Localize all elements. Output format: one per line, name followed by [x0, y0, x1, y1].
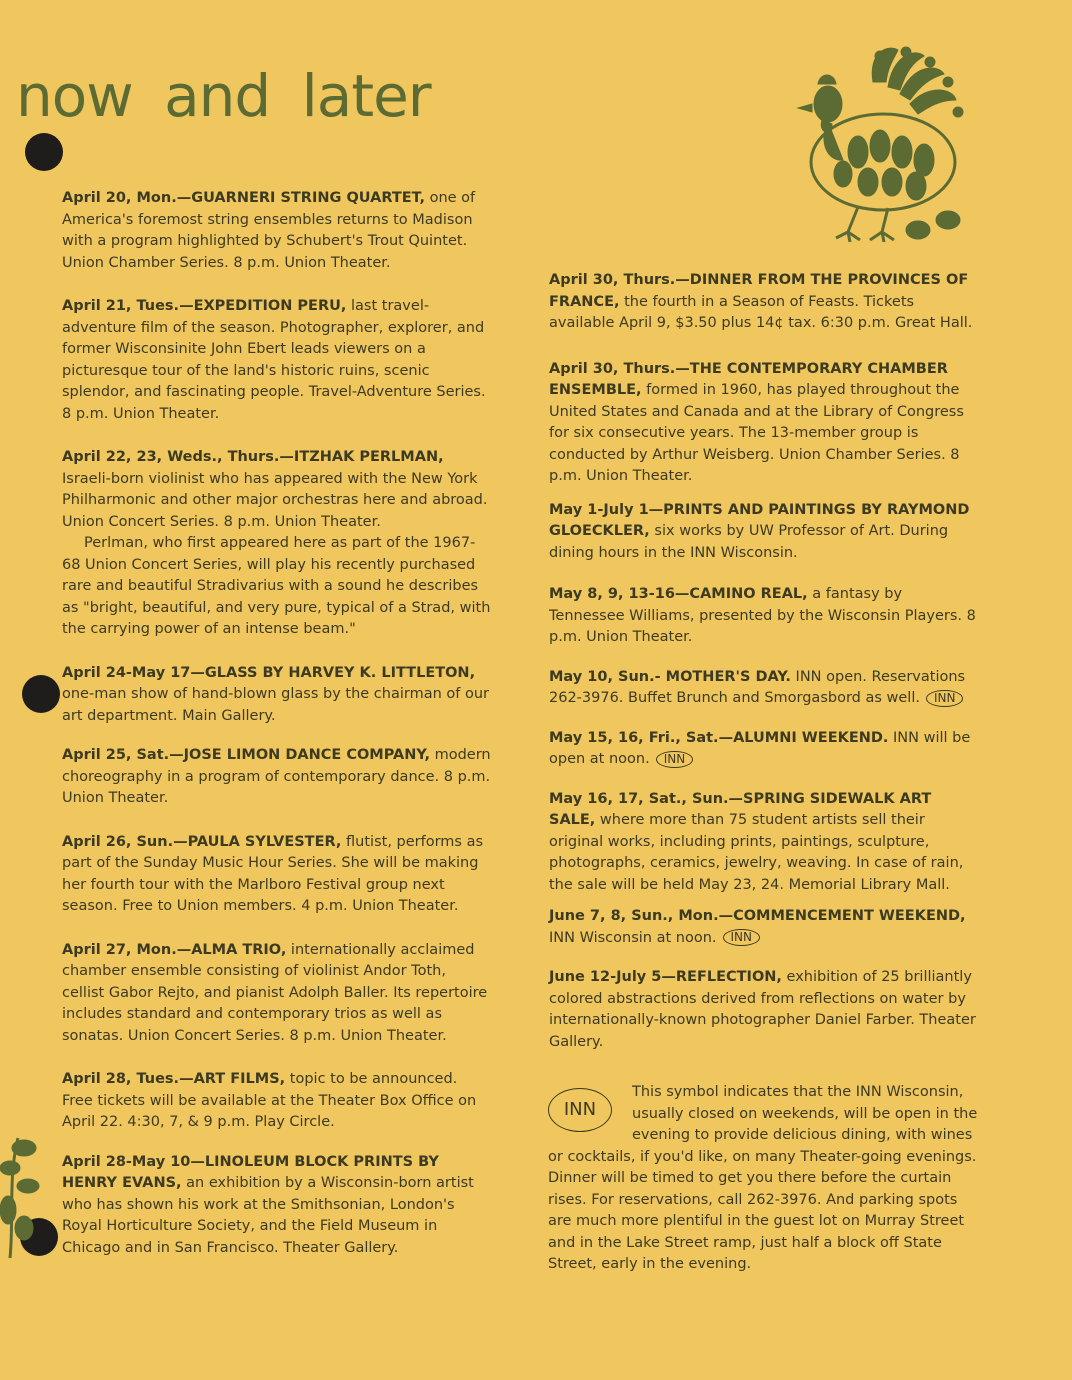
event-heading: June 12-July 5—REFLECTION,: [549, 969, 782, 985]
event-heading: April 22, 23, Weds., Thurs.—ITZHAK PERLMAN,: [62, 449, 444, 465]
event-description: one-man show of hand-blown glass by the chairman of our art department. Main Gallery.: [62, 686, 489, 724]
event-description: a fantasy by Tennessee Williams, presented by the Wisconsin Players. 8 p.m. Union Theater.: [549, 586, 976, 645]
inn-legend: [548, 1082, 984, 1276]
event-heading: April 27, Mon.—ALMA TRIO,: [62, 941, 287, 958]
binder-hole: [25, 133, 63, 171]
event-listing: [549, 789, 979, 897]
event-description: an exhibition by a Wisconsin-born artist who has shown his work at the Smithsonian, London's Royal Horticulture Society, and the Field Museum in Chicago and in San Francisco. Theater Gallery.: [62, 1175, 474, 1256]
legend-text: This symbol indicates that the INN Wisconsin, usually closed on weekends, will be open in the evening to provide delicious dining, with wines or cocktails, if you'd like, on many Theater-going evenings. Dinner will be timed to get you there before the curtain rises. For reservations, call 262-3976. And parking spots are much more plentiful in the guest lot on Murray Street and in the Lake Street ramp, just half a block off State Street, early in the evening.: [548, 1084, 978, 1272]
event-listing: [549, 584, 979, 649]
event-heading: May 1-July 1—PRINTS AND PAINTINGS BY RAYMOND GLOECKLER,: [549, 501, 970, 539]
event-listing: [62, 832, 492, 918]
event-listing: [62, 1069, 492, 1134]
event-listing: [62, 188, 492, 274]
left-column: [62, 188, 492, 1259]
inn-symbol-icon: INN: [548, 1088, 612, 1132]
event-description: the fourth in a Season of Feasts. Tickets available April 9, $3.50 plus 14¢ tax. 6:30 p.m. Great Hall.: [549, 293, 973, 331]
right-column: [549, 270, 979, 1053]
event-description: Israeli-born violinist who has appeared with the New York Philharmonic and other major orchestras here and abroad. Union Concert Series. 8 p.m. Union Theater.: [62, 470, 488, 530]
event-description: last travel-adventure film of the season. Photographer, explorer, and former Wisconsinite John Ebert leads viewers on a picturesque tour of the land's historic ruins, scenic splendor, and fascinating people. Travel-Adventure Series. 8 p.m. Union Theater.: [62, 298, 486, 422]
page-title: now and later: [16, 62, 431, 130]
event-listing: [62, 1152, 492, 1260]
event-listing: [549, 359, 979, 488]
event-heading: April 26, Sun.—PAULA SYLVESTER,: [62, 833, 342, 850]
event-heading: April 28, Tues.—ART FILMS,: [62, 1071, 286, 1087]
event-listing: [62, 745, 492, 810]
plant-illustration: [0, 1128, 46, 1258]
event-heading: June 7, 8, Sun., Mon.—COMMENCEMENT WEEKEND,: [549, 908, 966, 924]
event-heading: May 16, 17, Sat., Sun.—SPRING SIDEWALK ART SALE,: [549, 790, 932, 828]
event-heading: May 15, 16, Fri., Sat.—ALUMNI WEEKEND.: [549, 729, 889, 746]
event-description: one of America's foremost string ensembles returns to Madison with a program highlighted by Schubert's Trout Quintet. Union Chamber Series. 8 p.m. Union Theater.: [62, 190, 476, 271]
event-description: INN open. Reservations 262-3976. Buffet Brunch and Smorgasbord as well.: [549, 668, 966, 706]
event-description: modern choreography in a program of contemporary dance. 8 p.m. Union Theater.: [62, 747, 491, 806]
event-listing: [549, 906, 979, 949]
event-heading: April 28-May 10—LINOLEUM BLOCK PRINTS BY HENRY EVANS,: [62, 1153, 439, 1191]
event-listing: [549, 500, 979, 565]
event-description: internationally acclaimed chamber ensemble consisting of violinist Andor Toth, cellist Gabor Rejto, and pianist Adolph Baller. Its repertoire includes standard and contemporary trios as well as sonatas. Union Concert Series. 8 p.m. Union Theater.: [62, 941, 488, 1044]
rooster-illustration: [788, 42, 978, 242]
event-heading: April 24-May 17—GLASS BY HARVEY K. LITTLETON,: [62, 664, 476, 681]
inn-symbol-icon: INN: [926, 690, 964, 707]
event-heading: April 30, Thurs.—DINNER FROM THE PROVINCES OF FRANCE,: [549, 272, 969, 310]
event-description: formed in 1960, has played throughout the United States and Canada and at the Library of Congress for six consecutive years. The 13-member group is conducted by Arthur Weisberg. Union Chamber Series. 8 p.m. Union Theater.: [549, 382, 964, 484]
event-heading: April 21, Tues.—EXPEDITION PERU,: [62, 298, 347, 314]
event-description: INN Wisconsin at noon.: [549, 929, 717, 946]
binder-hole: [22, 675, 60, 713]
event-listing: [549, 728, 979, 771]
inn-symbol-icon: INN: [723, 929, 761, 946]
inn-symbol-icon: INN: [656, 751, 694, 768]
event-listing: [62, 663, 492, 728]
event-heading: April 25, Sat.—JOSE LIMON DANCE COMPANY,: [62, 747, 430, 763]
event-continuation: Perlman, who first appeared here as part of the 1967-68 Union Concert Series, will play his recently purchased rare and beautiful Stradivarius with a sound he describes as "bright, beautiful, and very pure, typical of a Strad, with the carrying power of an intense beam.": [62, 535, 491, 637]
event-description: six works by UW Professor of Art. During dining hours in the INN Wisconsin.: [549, 523, 949, 561]
event-description: topic to be announced. Free tickets will be available at the Theater Box Office on April 22. 4:30, 7, & 9 p.m. Play Circle.: [62, 1071, 477, 1130]
event-heading: May 8, 9, 13-16—CAMINO REAL,: [549, 586, 808, 602]
event-listing: [549, 667, 979, 710]
event-listing: [62, 940, 492, 1048]
event-listing: [62, 447, 492, 641]
event-description: INN will be open at noon.: [549, 729, 971, 767]
event-heading: April 20, Mon.—GUARNERI STRING QUARTET,: [62, 190, 425, 206]
event-description: where more than 75 student artists sell their original works, including prints, paintings, sculpture, photographs, ceramics, jewelry, weaving. In case of rain, the sale will be held May 23, 24. Memorial Library Mall.: [549, 812, 964, 893]
event-description: exhibition of 25 brilliantly colored abstractions derived from reflections on water by internationally-known photographer Daniel Farber. Theater Gallery.: [549, 969, 976, 1050]
event-heading: April 30, Thurs.—THE CONTEMPORARY CHAMBER ENSEMBLE,: [549, 360, 948, 398]
event-heading: May 10, Sun.- MOTHER'S DAY.: [549, 668, 791, 685]
event-listing: [62, 296, 492, 425]
event-description: flutist, performs as part of the Sunday Music Hour Series. She will be making her fourth tour with the Marlboro Festival group next season. Free to Union members. 4 p.m. Union Theater.: [62, 833, 484, 914]
event-listing: [549, 270, 979, 335]
event-listing: [549, 967, 979, 1053]
